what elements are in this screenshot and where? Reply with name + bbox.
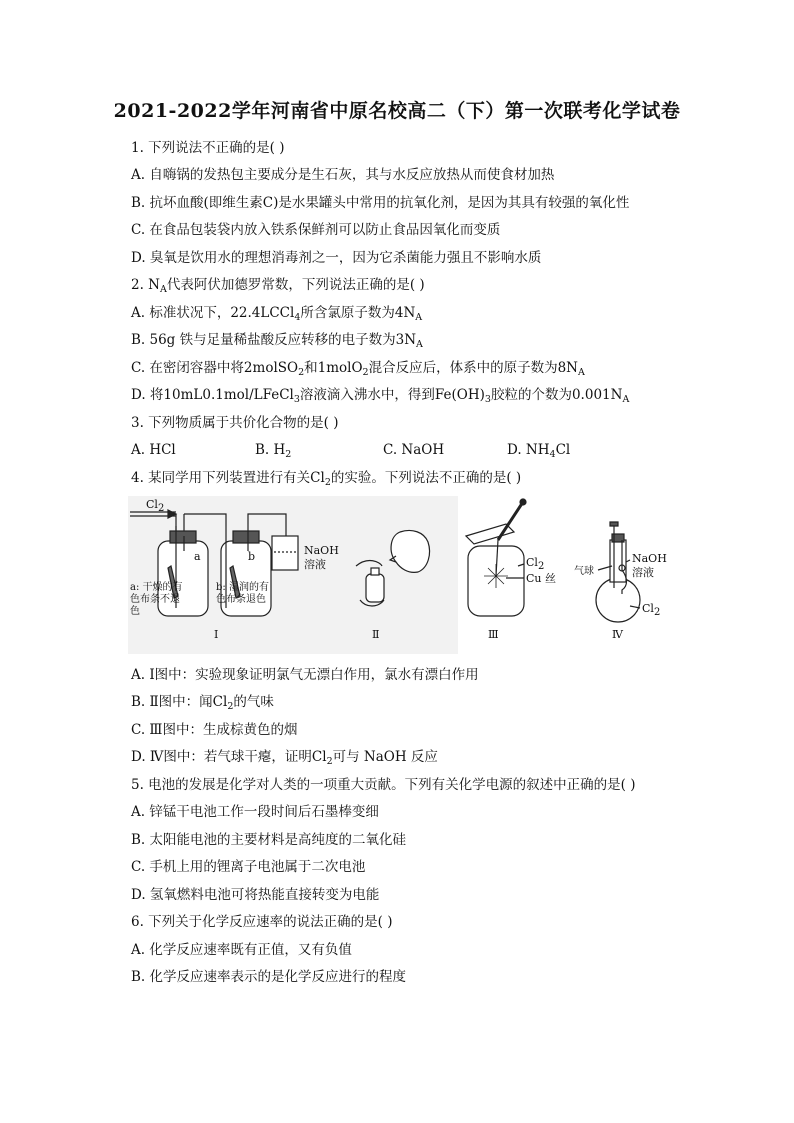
svg-text:色布条退色: 色布条退色 [216,594,266,605]
question-4-option-c: C. Ⅲ图中：生成棕黄色的烟 [131,722,298,738]
question-1-option-d: D. 臭氧是饮用水的理想消毒剂之一，因为它杀菌能力强且不影响水质 [131,250,542,266]
question-3-stem: 3. 下列物质属于共价化合物的是( ) [131,415,339,431]
question-2-option-b: B. 56g 铁与足量稀盐酸反应转移的电子数为$3N_A$ [131,332,423,350]
svg-text:b: 湿润的有: b: 湿润的有 [216,582,269,593]
question-4-option-b: B. Ⅱ图中：闻$Cl_2$的气味 [131,694,274,712]
question-3-option-c: C. NaOH [383,442,445,458]
svg-text:Cl2: Cl2 [642,602,661,618]
question-4-option-d: D. Ⅳ图中：若气球干瘪，证明$Cl_2$可与 NaOH 反应 [131,749,438,767]
question-1-option-b: B. 抗坏血酸(即维生素C)是水果罐头中常用的抗氧化剂，是因为其具有较强的氧化性 [131,195,630,211]
question-3-option-b: B. $H_2$ [255,442,292,460]
question-5-option-a: A. 锌锰干电池工作一段时间后石墨棒变细 [131,804,379,820]
svg-text:溶液: 溶液 [304,558,326,571]
question-2-option-c: C. 在密闭容器中将2molSO$_2$和1molO$_2$混合反应后，体系中的原子数为$8N_A$ [131,360,585,378]
svg-text:NaOH: NaOH [304,544,339,557]
svg-text:Cu 丝: Cu 丝 [526,572,556,585]
question-5-option-b: B. 太阳能电池的主要材料是高纯度的二氧化硅 [131,832,407,848]
question-5-option-d: D. 氢氧燃料电池可将热能直接转变为电能 [131,887,380,903]
svg-text:Ⅰ: Ⅰ [214,628,219,641]
svg-text:a: 干燥的有: a: 干燥的有 [130,582,183,593]
question-3-option-a: A. HCl [131,442,176,458]
question-3-options [131,441,570,464]
svg-text:气球: 气球 [574,566,594,577]
svg-text:Cl2: Cl2 [526,556,545,572]
svg-text:Ⅳ: Ⅳ [612,628,623,641]
question-2-stem: 2. $N_A$代表阿伏加德罗常数，下列说法正确的是( ) [131,277,425,295]
svg-text:溶液: 溶液 [632,566,654,579]
svg-text:NaOH: NaOH [632,552,667,565]
svg-text:b: b [248,550,256,563]
question-6-stem: 6. 下列关于化学反应速率的说法正确的是( ) [131,914,393,930]
svg-text:a: a [194,550,201,563]
svg-text:Cl2: Cl2 [146,498,165,514]
svg-text:色布条不退: 色布条不退 [130,594,180,605]
question-4-stem: 4. 某同学用下列装置进行有关$Cl_2$的实验。下列说法不正确的是( ) [131,470,522,488]
question-1-option-a: A. 自嗨锅的发热包主要成分是生石灰，其与水反应放热从而使食材加热 [131,167,555,183]
question-2-option-d: D. 将10mL0.1mol/LFeCl$_3$溶液滴入沸水中，得到$Fe(OH)_3$胶粒的个数为$0.001N_A$ [131,387,630,405]
question-4-option-a: A. Ⅰ图中：实验现象证明氯气无漂白作用，氯水有漂白作用 [131,667,479,683]
svg-text:色: 色 [130,606,140,617]
question-2-option-a: A. 标准状况下，22.4LCCl$_4$所含氯原子数为$4N_A$ [131,305,423,323]
page-title: 2021-2022学年河南省中原名校高二（下）第一次联考化学试卷 [113,100,681,122]
question-6-option-b: B. 化学反应速率表示的是化学反应进行的程度 [131,969,407,985]
question-6-option-a: A. 化学反应速率既有正值，又有负值 [131,942,352,958]
question-1-stem: 1. 下列说法不正确的是( ) [131,140,285,156]
question-5-stem: 5. 电池的发展是化学对人类的一项重大贡献。下列有关化学电源的叙述中正确的是( ) [131,777,636,793]
question-3-option-d: D. $NH_4Cl$ [507,442,571,460]
svg-text:Ⅲ: Ⅲ [488,628,499,641]
question-5-option-c: C. 手机上用的锂离子电池属于二次电池 [131,859,366,875]
svg-text:Ⅱ: Ⅱ [372,628,380,641]
experiment-figure [128,496,688,654]
question-1-option-c: C. 在食品包装袋内放入铁系保鲜剂可以防止食品因氧化而变质 [131,222,501,238]
